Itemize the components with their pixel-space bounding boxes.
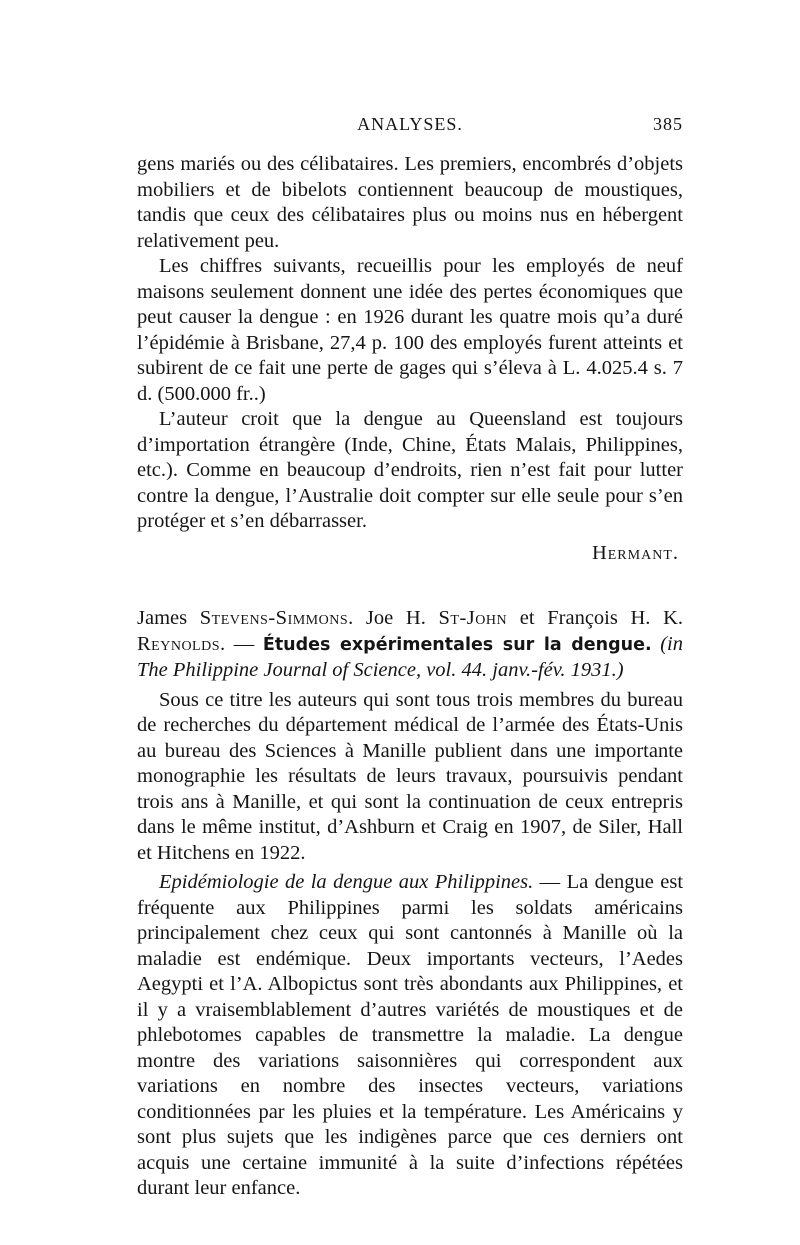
- author2-last: St-John: [438, 607, 508, 629]
- paragraph-summary: Sous ce titre les auteurs qui sont tous trois membres du bureau de recherches du département médical de l’armée des États-Unis au bureau des Sciences à Manille publient dans une importante monographie les résultats de leurs travaux, poursuivis pendant trois ans à Manille, et qui sont la continuation de ceux entrepris dans le même institut, d’Ashburn et Craig en 1907, de Siler, Hall et Hitchens en 1922.: [137, 688, 683, 864]
- epidemiology-text: La dengue est fréquente aux Philippines parmi les soldats américains principalement chez ceux qui sont cantonnés à Manille où la maladie est endémique. Deux importants vecteurs, l’Aedes Aegypti et l’A. Albopictus sont très abondants aux Philippines, et il y a vraisemblablement d’autres variétés de moustiques et de phlebotomes capables de transmettre la maladie. La dengue montre des variations saisonnières qui correspondent aux variations en nombre des insectes vecteurs, variations conditionnées par les pluies et la température. Les Américains y sont plus sujets que les indigènes parce que ces derniers ont acquis une certaine immunité à la suite d’infections répétées durant leur enfance.: [137, 871, 684, 1199]
- reviewer-signature: Hermant.: [591, 541, 679, 564]
- heading-dash: —: [533, 871, 567, 893]
- author1-last: Stevens-Simmons: [199, 607, 349, 629]
- author3-last: Reynolds: [137, 632, 221, 655]
- author1-first: James: [137, 607, 188, 629]
- section-spacer: [137, 566, 683, 606]
- article-title: Études expérimentales sur la dengue.: [262, 634, 652, 655]
- paragraph-epidemiology: [137, 870, 683, 1202]
- body-text: [137, 152, 683, 1202]
- paragraph-continuation: gens mariés ou des célibataires. Les premiers, encombrés d’objets mobiliers et de bibelots contiennent beaucoup de moustiques, tandis que ceux des célibataires plus ou moins nus en hébergent relativement peu.: [137, 153, 683, 252]
- running-title: ANALYSES.: [357, 114, 463, 134]
- bibliographic-reference: [137, 606, 683, 684]
- ref-separator-2: et François H. K.: [519, 607, 684, 629]
- paragraph-conclusion: L’auteur croit que la dengue au Queensland est toujours d’importation étrangère (Inde, Chine, États Malais, Philippines, etc.). Comme en beaucoup d’endroits, rien n’est fait pour lutter contre la dengue, l’Australie doit compter sur elle seule pour s’en protéger et s’en débarrasser.: [137, 408, 683, 532]
- running-head: [137, 114, 683, 144]
- section-heading-epidemiology: Epidémiologie de la dengue aux Philippines.: [159, 871, 534, 893]
- ref-dash: . —: [220, 632, 255, 655]
- journal-citation: (in The Philippine Journal of Science, vol. 44. janv.-fév. 1931.): [137, 632, 684, 681]
- paragraph-economic-losses: Les chiffres suivants, recueillis pour les employés de neuf maisons seulement donnent une idée des pertes économiques que peut causer la dengue : en 1926 durant les quatre mois qu’a duré l’épidémie à Brisbane, 27,4 p. 100 des employés furent atteints et subirent de ce fait une perte de gages qui s’éleva à L. 4.025.4 s. 7 d. (500.000 fr..): [137, 255, 683, 405]
- page-number: 385: [653, 114, 683, 134]
- ref-separator-1: . Joe H.: [348, 607, 426, 629]
